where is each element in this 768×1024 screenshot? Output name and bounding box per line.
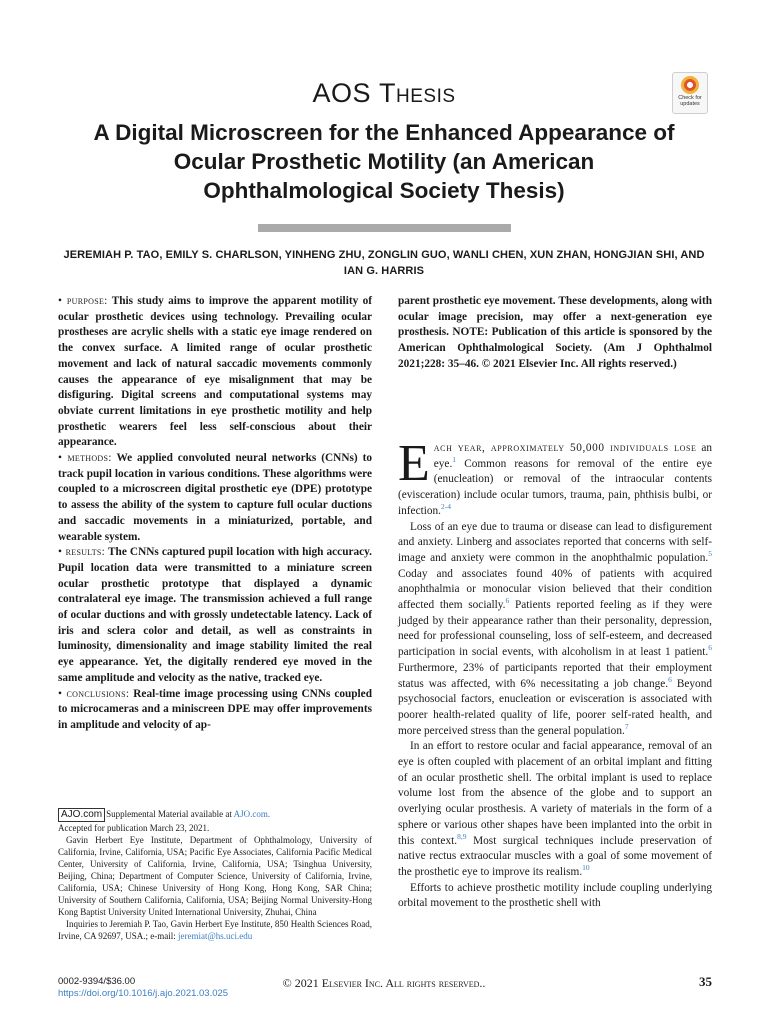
body-paragraph-4: Efforts to achieve prosthetic motility include coupling underlying orbital movement to the prosthetic shell with — [398, 881, 712, 910]
body-text-run: Beyond psychosocial factors, enucleation or evisceration is associated with poorer health-related quality of life, poorer self-rated health, and more perceived stress than the general population. — [398, 677, 713, 737]
body-text-run: Most surgical techniques include preservation of native rectus extraocular muscles with a goal of some movement of the prosthetic eye to improve its realism. — [398, 834, 712, 878]
body-text-run: Loss of an eye due to trauma or disease can lead to disfigurement and anxiety. Linberg and associates reported that concerns with self-image and anxiety were common in the anophthalmic population. — [398, 520, 712, 564]
reference-link[interactable]: 6 — [668, 674, 672, 684]
badge-line-2: updates — [680, 101, 700, 107]
email-link[interactable]: jeremiat@hs.uci.edu — [178, 931, 253, 941]
copyright-prefix: © 2021 — [282, 976, 319, 990]
abstract-results — [58, 545, 372, 686]
abstract-conclusions — [58, 687, 372, 734]
author-list: JEREMIAH P. TAO, EMILY S. CHARLSON, YINHENG ZHU, ZONGLIN GUO, WANLI CHEN, XUN ZHAN, HONGJIAN SHI, AND IAN G. HARRIS — [63, 249, 705, 277]
body-text-run: an eye. — [433, 442, 712, 470]
reference-link[interactable]: 10 — [582, 863, 590, 873]
body-text-run: Patients reported feeling as if they were judged by their appearance rather than their personality, depression, need for professional counseling, loss of self-esteem, and decreased participation in social events, with alcoholism in at least 1 patient. — [398, 599, 712, 659]
reference-link[interactable]: 2-4 — [440, 502, 451, 512]
badge-line-1: Check for — [678, 95, 702, 101]
affiliations: Gavin Herbert Eye Institute, Department of Ophthalmology, University of California, Irvine, California, USA; Pacific Eye Associates, California Pacific Medical Center, University of California, Irvine, California, USA; Tsinghua University, Beijing, China; Department of Computer Science, University of California, Irvine, California, USA; Chinese University of Hong Kong, Hong Kong, SAR China; University of Southern California, California, USA; Beijing Normal University-Hong Kong Baptist University United International University, Zhuhai, China — [58, 835, 372, 917]
methods-heading: • methods: — [58, 452, 112, 465]
supplemental-note — [58, 808, 372, 822]
body-text-run: In an effort to restore ocular and facial appearance, removal of an eye is often coupled with placement of an orbital implant and fitting of an ocular prosthetic shell. The orbital implant is used to replace volume lost from the absence of the globe and to support an overlying ocular prosthesis. A variety of materials in the form of a sphere or various other shapes have been implanted into the orbit in this context. — [398, 740, 712, 847]
purpose-text: This study aims to improve the apparent motility of ocular prosthetic devices using technology. Prevailing ocular prostheses are acrylic shells with a static eye image rendered on the convex surface. A limited range of ocular prosthetic movement and lack of natural saccadic movements commonly causes the appearance of eye misalignment that may be disfiguring. Digital screens and computational systems may obviate current limitations in eye prosthetic motility and help prosthetic wearers feel less self-conscious about their appearance. — [58, 295, 373, 449]
conclusions-text: Real-time image processing using CNNs coupled to microcameras and a miniscreen DPE may offer improvements in amplitude and velocity of ap- — [58, 687, 372, 731]
abstract-left-column — [58, 294, 372, 734]
inquiries-text: Inquiries to Jeremiah P. Tao, Gavin Herbert Eye Institute, 850 Health Sciences Road, Irvine, CA 92697, USA.; e-mail: — [58, 919, 372, 941]
abstract-right-column — [398, 294, 712, 373]
correspondence — [58, 918, 372, 942]
article-footnote — [58, 808, 372, 942]
methods-text: We applied convoluted neural networks (CNNs) to track pupil location in various conditions. These algorithms were coupled to a microscreen digital prosthetic eye (DPE) prototype to assess the ability of the system to capture full ocular ductions and saccadic movements in a miniaturized, portable, and wearable system. — [58, 452, 372, 543]
reference-link[interactable]: 6 — [708, 643, 712, 653]
ajo-logo[interactable]: AJO.com — [58, 808, 105, 822]
body-paragraph-3 — [398, 739, 712, 880]
conclusions-heading: • conclusions: — [58, 687, 130, 700]
body-text-run: Furthermore, 23% of participants reported that their employment status was affected, with 6% necessitating a job change. — [398, 661, 712, 690]
supplemental-link[interactable]: AJO.com. — [233, 809, 271, 819]
doi-link[interactable]: https://doi.org/10.1016/j.ajo.2021.03.025 — [58, 988, 229, 999]
page-number: 35 — [699, 974, 712, 989]
body-text — [398, 435, 713, 912]
accepted-date: Accepted for publication March 23, 2021. — [58, 823, 210, 833]
purpose-heading: • purpose: — [58, 295, 108, 307]
drop-cap: E — [398, 435, 430, 492]
body-text-run: Common reasons for removal of the entire eye (enucleation) or removal of the intraocular contents (evisceration) include ocular tumors, trauma, pain, phthisis bulbi, or infection. — [398, 457, 712, 517]
abstract-purpose — [58, 294, 372, 451]
reference-link[interactable]: 8,9 — [457, 831, 467, 841]
check-for-updates-badge[interactable] — [672, 72, 708, 114]
body-paragraph-2 — [398, 520, 712, 740]
supplemental-text: Supplemental Material available at — [106, 809, 232, 819]
series-title — [0, 78, 768, 109]
reference-link[interactable]: 6 — [505, 596, 510, 606]
series-prefix: AOS — [312, 78, 371, 108]
copyright-holder: Elsevier Inc. All rights reserved.. — [321, 976, 486, 990]
reference-link[interactable]: 1 — [452, 454, 457, 464]
abstract-methods — [58, 451, 372, 545]
results-heading: • results: — [58, 546, 106, 559]
reference-link[interactable]: 5 — [708, 549, 712, 559]
abstract-continued: parent prosthetic eye movement. These developments, along with ocular image precision, may offer a next-generation eye prosthesis. NOTE: Publication of this article is sponsored by the American Ophthalmological Society. — [398, 295, 712, 355]
footer-copyright — [0, 976, 768, 991]
article-title: A Digital Microscreen for the Enhanced Appearance of Ocular Prosthetic Motility (an American Ophthalmological Society Thesis) — [93, 120, 675, 203]
series-suffix: Thesis — [379, 78, 456, 108]
results-text: The CNNs captured pupil location with high accuracy. Pupil location data were transmitted to a miniature screen ocular prosthetic prototype that displayed a dynamic contralateral eye image. The transmission achieved a full range of ocular ductions and with grossly undetectable latency. Lack of iris and sclera color and detail, as well as constraints in luminosity, dimensionality and image stability limited the real eye appearance. Yet, the digitally rendered eye moved in the same amplitude and velocity as the native, tracked eye. — [58, 546, 373, 684]
body-text-run: Coday and associates found 40% of patients with acquired anophthalmia or monocular vision believed that their condition affected them socially. — [398, 567, 712, 612]
reference-link[interactable]: 7 — [624, 721, 629, 731]
title-divider — [258, 224, 511, 232]
issn: 0002-9394/$36.00 — [58, 976, 136, 987]
lead-in-text: ach year, approximately 50,000 individuals lose — [433, 442, 697, 454]
abstract-citation: (Am J Ophthalmol 2021;228: 35–46. © 2021 Elsevier Inc. All rights reserved.) — [398, 342, 712, 370]
body-paragraph-1 — [398, 435, 712, 520]
crossmark-icon — [681, 76, 699, 94]
